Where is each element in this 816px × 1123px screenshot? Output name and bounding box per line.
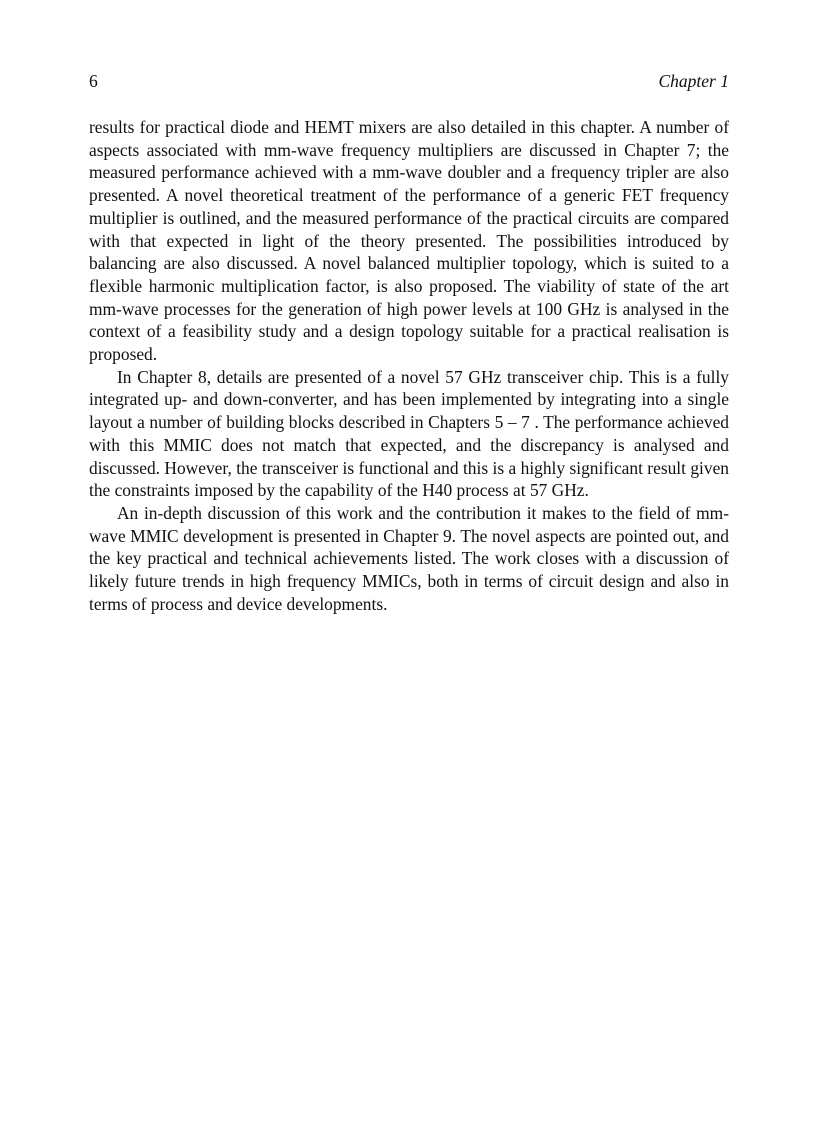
paragraph-continued: results for practical diode and HEMT mixers are also detailed in this chapter. A number of aspects associated with mm-wave frequency multipliers are discussed in Chapter 7; the measured performance achieved with a mm-wave doubler and a frequency tripler are also presented. A novel theoretical treatment of the performance of a generic FET frequency multiplier is outlined, and the measured performance of the practical circuits are compared with that expected in light of the theory presented. The possibilities introduced by balancing are also discussed. A novel balanced multiplier topology, which is suited to a flexible harmonic multiplication factor, is also proposed. The viability of state of the art mm-wave processes for the generation of high power levels at 100 GHz is analysed in the context of a feasibility study and a design topology suitable for a practical realisation is proposed. — [89, 117, 729, 365]
paragraph-chapter-9: An in-depth discussion of this work and the contribution it makes to the field of mm-wave MMIC development is presented in Chapter 9. The novel aspects are pointed out, and the key practical and technical achievements listed. The work closes with a discussion of likely future trends in high frequency MMICs, both in terms of circuit design and also in terms of process and device developments. — [89, 502, 729, 614]
paragraph-chapter-8: In Chapter 8, details are presented of a novel 57 GHz transceiver chip. This is a fully integrated up- and down-converter, and has been implemented by integrating into a single layout a number of building blocks described in Chapters 5 – 7 . The performance achieved with this MMIC does not match that expected, and the discrepancy is analysed and discussed. However, the transceiver is functional and this is a highly significant result given the constraints imposed by the capability of the H40 process at 57 GHz. — [89, 366, 729, 501]
running-head: Chapter 1 — [658, 71, 729, 91]
body-text — [89, 116, 729, 615]
page-header — [89, 71, 729, 95]
page-number: 6 — [89, 71, 98, 91]
